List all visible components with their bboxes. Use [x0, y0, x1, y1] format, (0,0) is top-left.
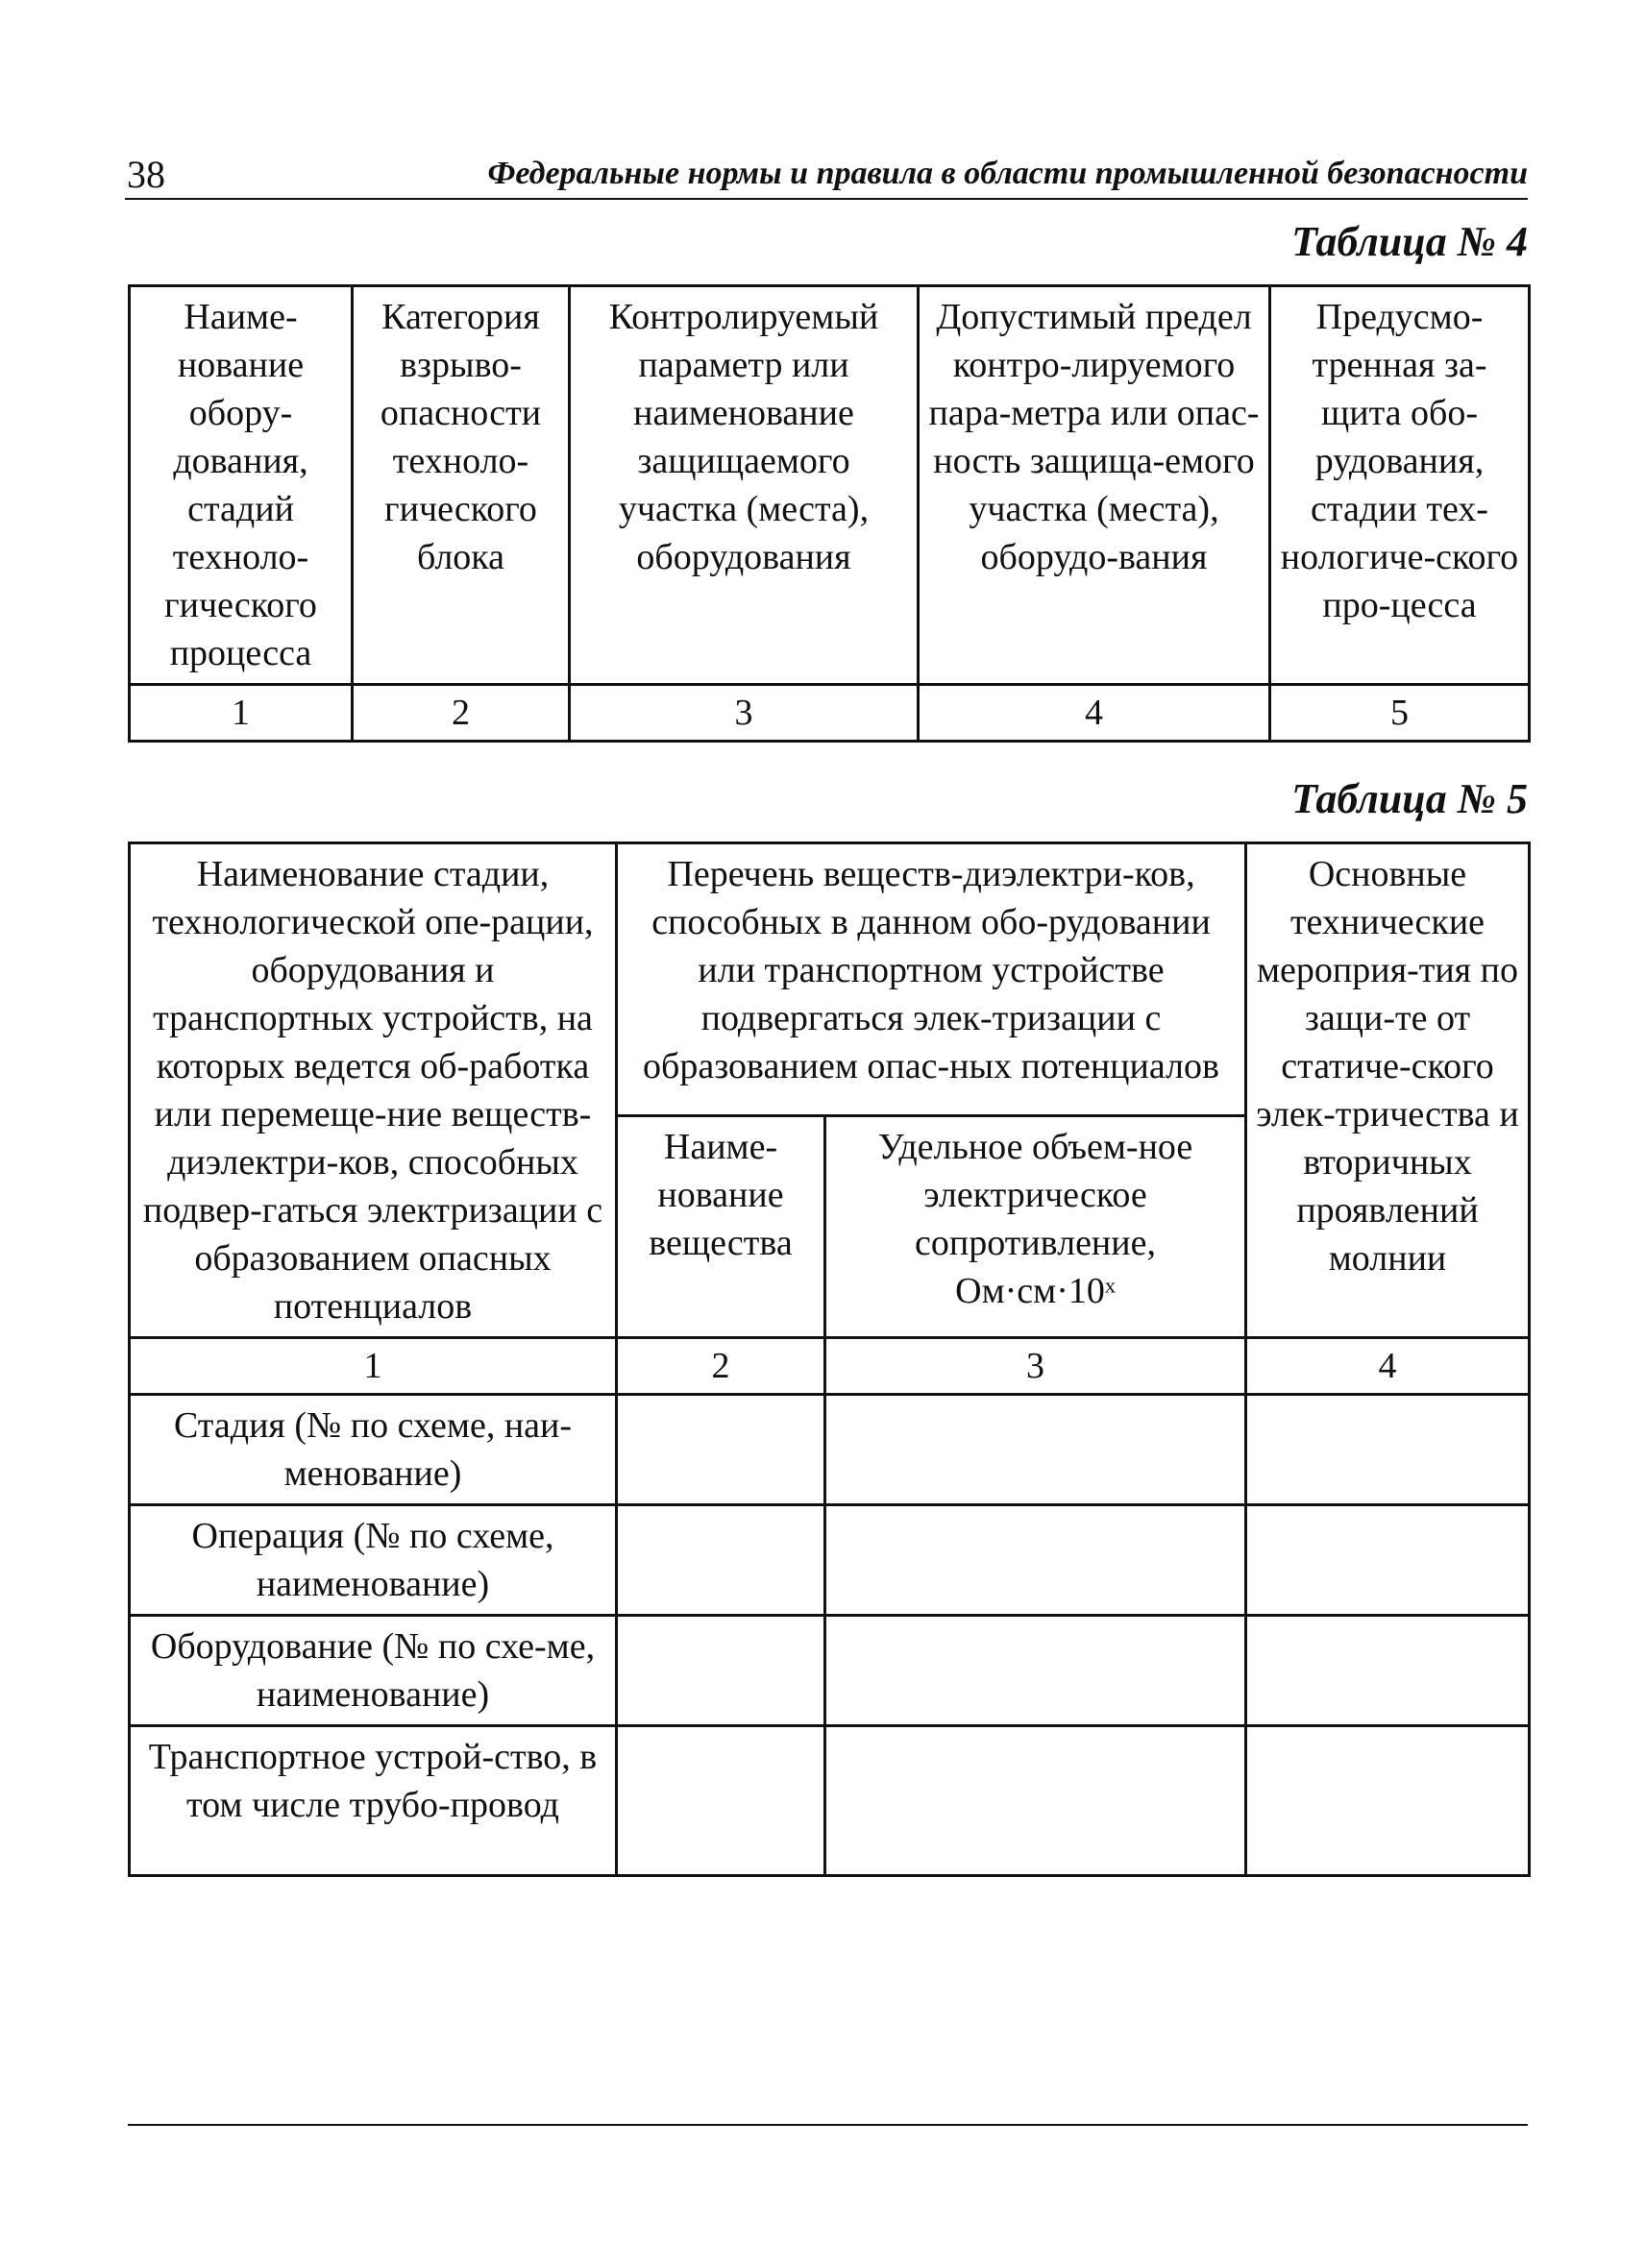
empty-cell [1246, 1616, 1530, 1726]
table-4-header-text: Контролируемый параметр или наименование защищаемого участка (места), оборудования [608, 297, 879, 577]
empty-cell [825, 1616, 1246, 1726]
footer-rule [128, 2124, 1528, 2126]
page-header [125, 146, 1528, 200]
table-5-group-header-cell [617, 843, 1246, 1116]
table-4-header-text: Категория взрыво-опасности техноло-гического блока [380, 297, 542, 577]
table-5-header-cell [1246, 843, 1530, 1338]
running-title: Федеральные нормы и правила в области промышленной безопасности [487, 156, 1528, 191]
row-label: Стадия (№ по схеме, наи-менование) [130, 1395, 617, 1505]
table-row [130, 1726, 1530, 1876]
column-number: 4 [919, 685, 1270, 742]
table-5-header-cell [130, 843, 617, 1338]
empty-cell [825, 1726, 1246, 1876]
page-number: 38 [127, 153, 165, 196]
table-4 [128, 284, 1531, 743]
empty-cell [825, 1395, 1246, 1505]
empty-cell [617, 1616, 825, 1726]
column-number: 2 [353, 685, 570, 742]
column-number: 3 [825, 1338, 1246, 1395]
table-4-header-text: Предусмо-тренная за-щита обо-рудования, стадии тех-нологиче-ского про-цесса [1280, 297, 1519, 625]
table-4-header-text: Допустимый предел контро-лируемого пара-метра или опас-ность защища-емого участка (места), оборудо-вания [928, 297, 1260, 577]
row-label: Транспортное устрой-ство, в том числе трубо-провод [130, 1726, 617, 1876]
empty-cell [825, 1505, 1246, 1616]
table-5-subheader-cell [825, 1116, 1246, 1338]
empty-cell [1246, 1395, 1530, 1505]
table-5-caption: Таблица № 5 [1291, 775, 1528, 822]
empty-cell [617, 1395, 825, 1505]
empty-cell [1246, 1505, 1530, 1616]
column-number: 3 [570, 685, 919, 742]
table-row [130, 1505, 1530, 1616]
table-5 [128, 841, 1531, 1877]
table-5-subheader-cell [617, 1116, 825, 1338]
table-5-col1-header: Наименование стадии, технологической опе-рации, оборудования и транспортных устройств, на которых ведется об-работка или перемеще-ние веществ-диэлектри-ков, способных подвер-гаться электризации с образованием опасных потенциалов [142, 854, 603, 1327]
table-4-header-cell [130, 286, 353, 685]
empty-cell [617, 1505, 825, 1616]
empty-cell [617, 1726, 825, 1876]
column-number: 5 [1270, 685, 1530, 742]
table-5-group-header: Перечень веществ-диэлектри-ков, способных в данном обо-рудовании или транспортном устройстве подвергаться элек-тризации с образованием опас-ных потенциалов [643, 854, 1219, 1086]
table-row [130, 1616, 1530, 1726]
table-4-header-cell [570, 286, 919, 685]
table-5-col4-header: Основные технические мероприя-тия по защи-те от статиче-ского элек-тричества и вторичных проявлений молнии [1256, 854, 1519, 1279]
table-row [130, 1395, 1530, 1505]
empty-cell [1246, 1726, 1530, 1876]
table-5-number-row [130, 1338, 1530, 1395]
column-number: 1 [130, 685, 353, 742]
table-4-caption: Таблица № 4 [1291, 218, 1528, 265]
table-4-header-cell [1270, 286, 1530, 685]
table-4-header-text: Наиме-нование обору-дования, стадий техноло-гического процесса [164, 297, 317, 673]
table-4-header-cell [353, 286, 570, 685]
table-5-header-row [130, 843, 1530, 1116]
column-number: 1 [130, 1338, 617, 1395]
table-5-subheader-name: Наиме-нование вещества [649, 1127, 793, 1264]
column-number: 2 [617, 1338, 825, 1395]
table-5-subheader-resistivity: Удельное объем-ное электрическое сопротивление, Ом·см·10ˣ [877, 1127, 1193, 1312]
row-label: Операция (№ по схеме, наименование) [130, 1505, 617, 1616]
table-4-number-row [130, 685, 1530, 742]
table-4-header-cell [919, 286, 1270, 685]
column-number: 4 [1246, 1338, 1530, 1395]
row-label: Оборудование (№ по схе-ме, наименование) [130, 1616, 617, 1726]
table-4-header-row [130, 286, 1530, 685]
